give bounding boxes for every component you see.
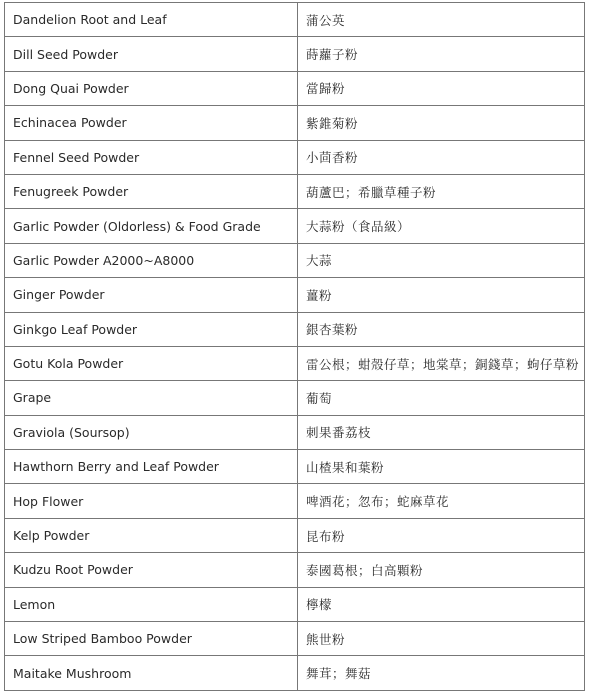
chinese-name-cell: 蒔蘿子粉	[298, 37, 585, 71]
english-name-cell: Grape	[5, 381, 298, 415]
english-name-cell: Fenugreek Powder	[5, 174, 298, 208]
english-name-cell: Echinacea Powder	[5, 106, 298, 140]
chinese-name-cell: 紫錐菊粉	[298, 106, 585, 140]
chinese-name-cell: 泰國葛根；白高顆粉	[298, 553, 585, 587]
english-name-cell: Graviola (Soursop)	[5, 415, 298, 449]
english-name-cell: Ginger Powder	[5, 278, 298, 312]
chinese-name-cell: 大蒜粉（食品級）	[298, 209, 585, 243]
english-name-cell: Kudzu Root Powder	[5, 553, 298, 587]
english-name-cell: Ginkgo Leaf Powder	[5, 312, 298, 346]
english-name-cell: Kelp Powder	[5, 518, 298, 552]
english-name-cell: Dong Quai Powder	[5, 71, 298, 105]
chinese-name-cell: 銀杏葉粉	[298, 312, 585, 346]
english-name-cell: Low Striped Bamboo Powder	[5, 622, 298, 656]
english-name-cell: Lemon	[5, 587, 298, 621]
chinese-name-cell: 葡萄	[298, 381, 585, 415]
table-row	[5, 622, 585, 656]
table-row	[5, 587, 585, 621]
table-row	[5, 3, 585, 37]
table-row	[5, 106, 585, 140]
table-row	[5, 656, 585, 690]
chinese-name-cell: 當歸粉	[298, 71, 585, 105]
chinese-name-cell: 薑粉	[298, 278, 585, 312]
table-row	[5, 243, 585, 277]
table-row	[5, 71, 585, 105]
chinese-name-cell: 葫蘆巴；希臘草種子粉	[298, 174, 585, 208]
english-name-cell: Dandelion Root and Leaf	[5, 3, 298, 37]
english-name-cell: Fennel Seed Powder	[5, 140, 298, 174]
chinese-name-cell: 啤酒花；忽布；蛇麻草花	[298, 484, 585, 518]
table-row	[5, 518, 585, 552]
table-row	[5, 209, 585, 243]
table-row	[5, 37, 585, 71]
table-row	[5, 484, 585, 518]
chinese-name-cell: 熊世粉	[298, 622, 585, 656]
chinese-name-cell: 刺果番荔枝	[298, 415, 585, 449]
chinese-name-cell: 大蒜	[298, 243, 585, 277]
chinese-name-cell: 檸檬	[298, 587, 585, 621]
chinese-name-cell: 雷公根；蚶殼仔草；地棠草；銅錢草；蚼仔草粉	[298, 346, 585, 380]
table-row	[5, 346, 585, 380]
english-name-cell: Garlic Powder (Oldorless) & Food Grade	[5, 209, 298, 243]
english-name-cell: Garlic Powder A2000~A8000	[5, 243, 298, 277]
table-row	[5, 140, 585, 174]
chinese-name-cell: 蒲公英	[298, 3, 585, 37]
table-row	[5, 381, 585, 415]
table-row	[5, 450, 585, 484]
english-name-cell: Maitake Mushroom	[5, 656, 298, 690]
english-name-cell: Hawthorn Berry and Leaf Powder	[5, 450, 298, 484]
english-name-cell: Dill Seed Powder	[5, 37, 298, 71]
table-row	[5, 174, 585, 208]
chinese-name-cell: 山楂果和葉粉	[298, 450, 585, 484]
chinese-name-cell: 舞茸；舞菇	[298, 656, 585, 690]
table-row	[5, 415, 585, 449]
table-row	[5, 312, 585, 346]
chinese-name-cell: 昆布粉	[298, 518, 585, 552]
table-row	[5, 278, 585, 312]
english-name-cell: Gotu Kola Powder	[5, 346, 298, 380]
ingredient-table	[4, 2, 585, 691]
ingredient-table-body	[5, 3, 585, 691]
chinese-name-cell: 小茴香粉	[298, 140, 585, 174]
table-row	[5, 553, 585, 587]
english-name-cell: Hop Flower	[5, 484, 298, 518]
ingredient-table-container	[4, 2, 585, 691]
